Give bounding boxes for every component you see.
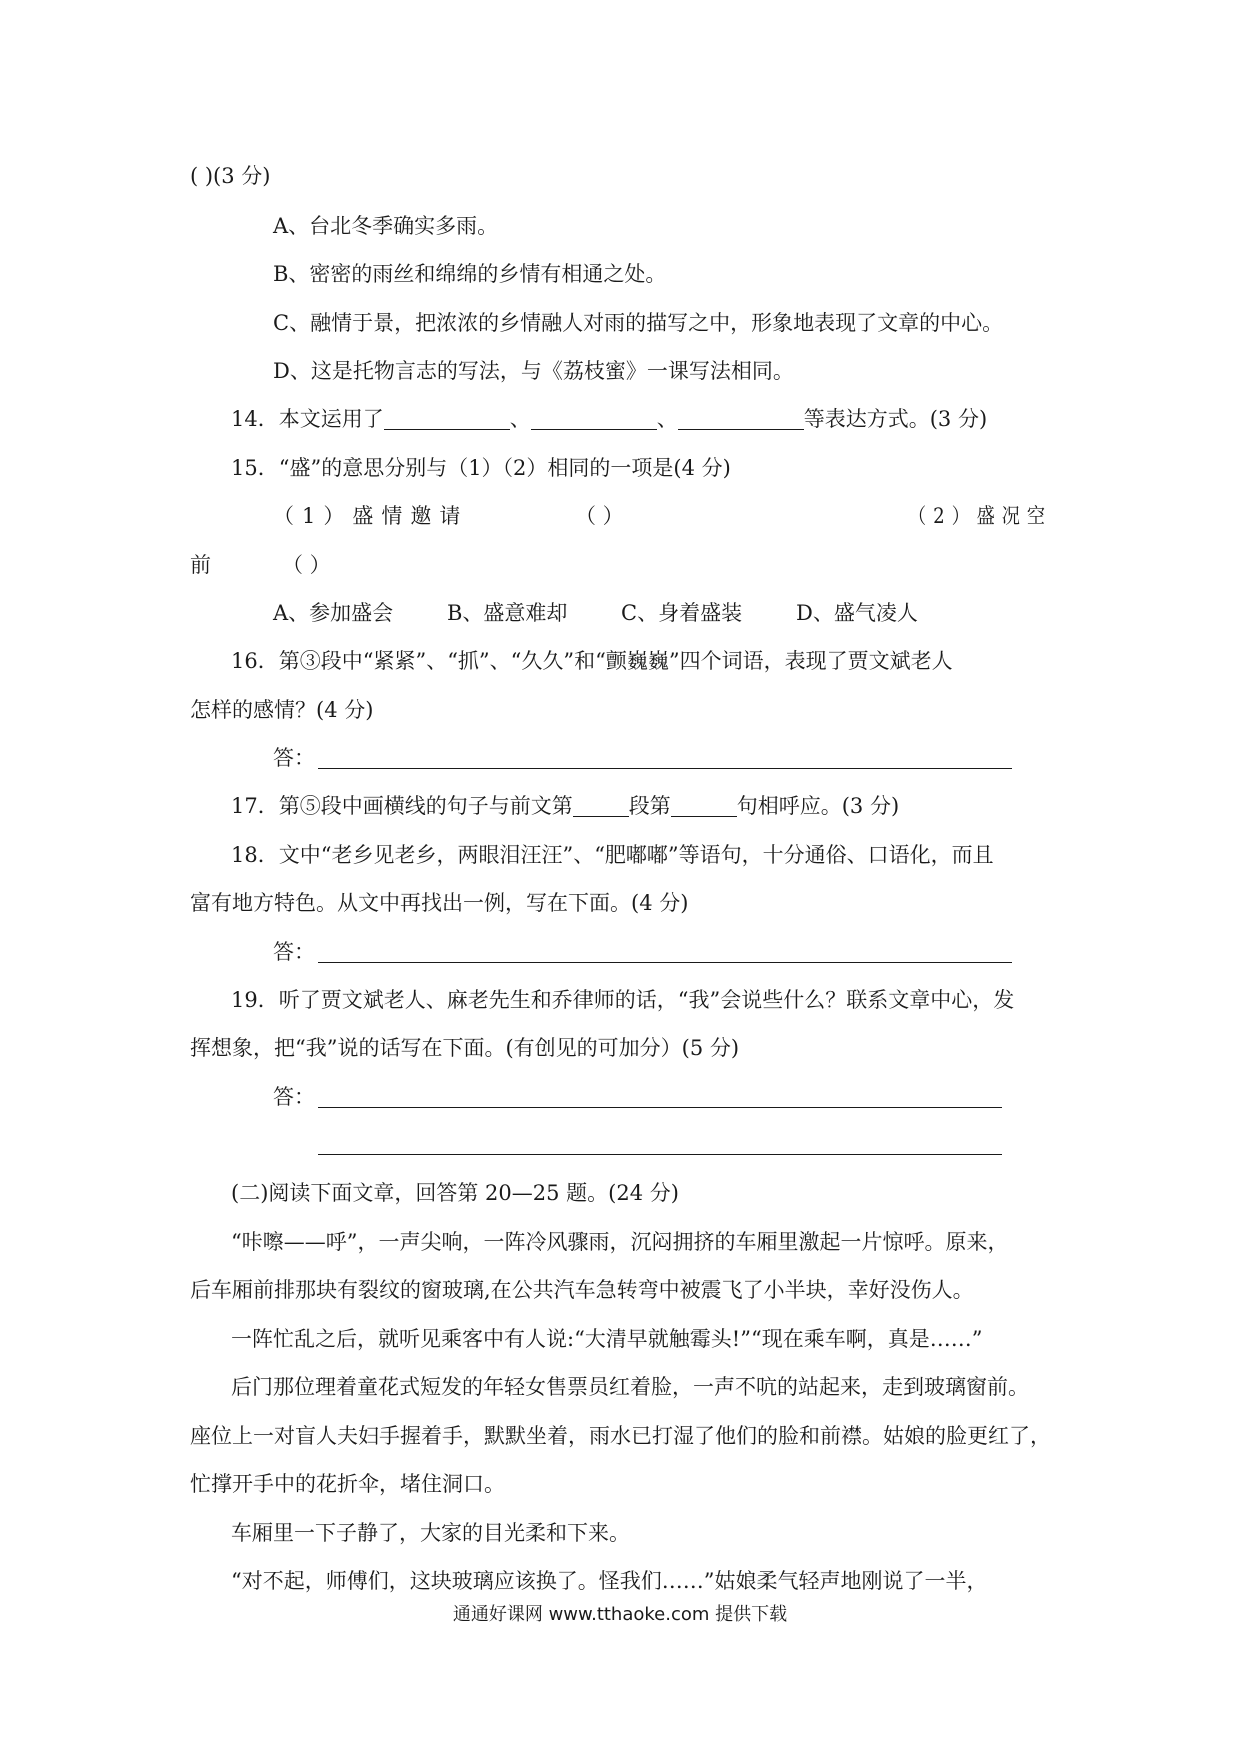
q13-tail: ( )(3 分) [190, 164, 271, 188]
q17-blank-1 [573, 796, 629, 817]
q16-line-1: 16．第③段中“紧紧”、“抓”、“久久”和“颤巍巍”四个词语，表现了贾文斌老人 [231, 649, 953, 673]
q19-answer-line-2 [318, 1154, 1002, 1155]
passage-line-2: 后车厢前排那块有裂纹的窗玻璃,在公共汽车急转弯中被震飞了小半块，幸好没伤人。 [190, 1278, 974, 1302]
q17-blank-2 [671, 796, 737, 817]
passage-line-6: 忙撑开手中的花折伞，堵住洞口。 [190, 1472, 505, 1496]
passage-line-8: “对不起，师傅们，这块玻璃应该换了。怪我们……”姑娘柔气轻声地刚说了一半， [231, 1569, 988, 1593]
q15-item2-cont: 前 [190, 553, 211, 577]
q15-item2-paren: （ ） [282, 553, 331, 577]
q15-option-d: D、盛气凌人 [796, 601, 918, 625]
q17-part-2: 段第 [628, 794, 671, 818]
q13-option-d: D、这是托物言志的写法，与《荔枝蜜》一课写法相同。 [273, 359, 794, 383]
q17-part-1: 17．第⑤段中画横线的句子与前文第 [231, 794, 573, 818]
q16-line-2: 怎样的感情？(4 分) [190, 698, 374, 722]
q16-answer-line [318, 768, 1012, 769]
page-footer: 通通好课网 www.tthaoke.com 提供下载 [452, 1604, 788, 1625]
q17-line [231, 793, 899, 819]
q14-blank-2 [531, 409, 657, 430]
q14-blank-3 [678, 409, 804, 430]
q13-option-b: B、密密的雨丝和绵绵的乡情有相通之处。 [273, 262, 667, 286]
q18-line-2: 富有地方特色。从文中再找出一例，写在下面。(4 分) [190, 891, 689, 915]
q16-answer-label: 答： [273, 746, 315, 770]
q19-answer-line-1 [318, 1107, 1002, 1108]
q13-option-a: A、台北冬季确实多雨。 [273, 214, 499, 238]
q13-option-c: C、融情于景，把浓浓的乡情融人对雨的描写之中，形象地表现了文章的中心。 [273, 311, 1004, 335]
q19-answer-label: 答： [273, 1085, 315, 1109]
q15-option-c: C、身着盛装 [621, 601, 743, 625]
q14-separator: 、 [509, 407, 531, 431]
q15-option-a: A、参加盛会 [273, 601, 394, 625]
q17-part-3: 句相呼应。(3 分) [736, 794, 900, 818]
q18-answer-label: 答： [273, 940, 315, 964]
q15-item1-label: （1）盛情邀请 [273, 504, 469, 528]
q14-suffix: 等表达方式。(3 分) [803, 407, 988, 431]
q14-blank-1 [384, 409, 510, 430]
passage-line-3: 一阵忙乱之后，就听见乘客中有人说:“大清早就触霉头!”“现在乘车啊，真是……” [231, 1327, 983, 1351]
q14-line [231, 406, 987, 432]
passage-line-4: 后门那位理着童花式短发的年轻女售票员红着脸，一声不吭的站起来，走到玻璃窗前。 [231, 1375, 1029, 1399]
passage-line-1: “咔嚓——呼”，一声尖响，一阵冷风骤雨，沉闷拥挤的车厢里激起一片惊呼。原来， [231, 1230, 1009, 1254]
section-2-heading: (二)阅读下面文章，回答第 20—25 题。(24 分) [231, 1181, 679, 1205]
q14-separator: 、 [656, 407, 678, 431]
q15-option-b: B、盛意难却 [447, 601, 568, 625]
q19-line-1: 19．听了贾文斌老人、麻老先生和乔律师的话，“我”会说些什么？联系文章中心，发 [231, 988, 1015, 1012]
passage-line-5: 座位上一对盲人夫妇手握着手，默默坐着，雨水已打湿了他们的脸和前襟。姑娘的脸更红了， [190, 1424, 1051, 1448]
q15-stem: 15．“盛”的意思分别与（1）（2）相同的一项是(4 分) [231, 456, 731, 480]
q15-item1-paren: （ ） [575, 504, 624, 528]
passage-line-7: 车厢里一下子静了，大家的目光柔和下来。 [231, 1521, 630, 1545]
q15-item2-label: （2）盛况空 [908, 504, 1052, 528]
q19-line-2: 挥想象，把“我”说的话写在下面。(有创见的可加分）(5 分) [190, 1036, 740, 1060]
q18-answer-line [318, 962, 1012, 963]
q18-line-1: 18．文中“老乡见老乡，两眼泪汪汪”、“肥嘟嘟”等语句，十分通俗、口语化，而且 [231, 843, 994, 867]
q14-prefix: 14．本文运用了 [231, 407, 384, 431]
